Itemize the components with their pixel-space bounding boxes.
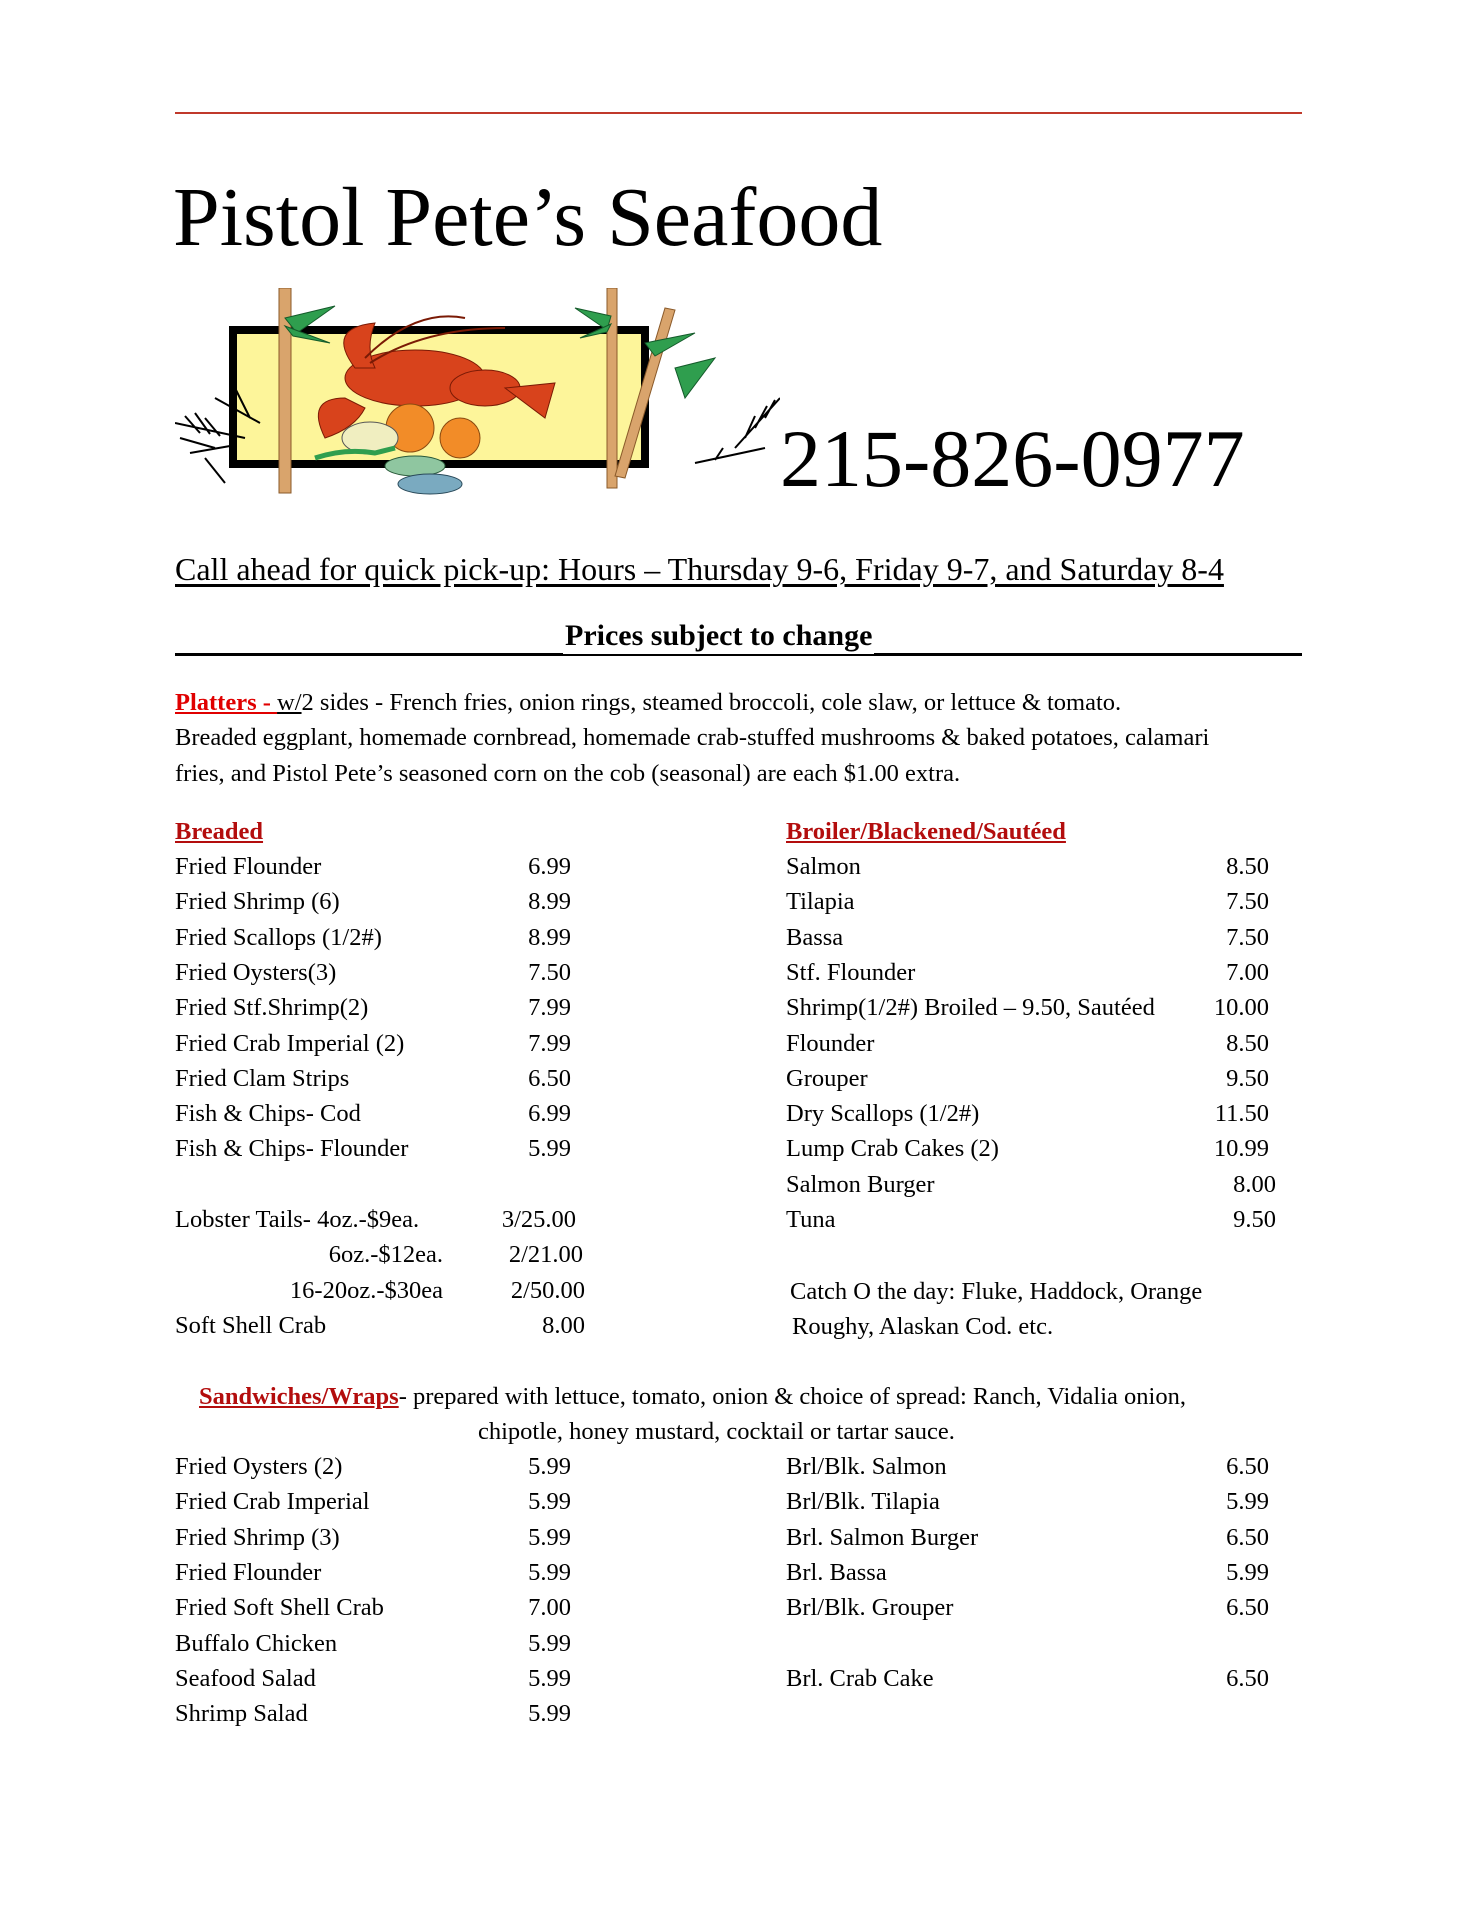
menu-item-row	[175, 1626, 571, 1661]
menu-item-price: 6.99	[528, 1100, 571, 1128]
menu-item-row	[175, 1026, 571, 1061]
menu-item-row	[175, 1273, 585, 1308]
menu-item-name: Fried Shrimp (3)	[175, 1523, 340, 1551]
menu-item-price: 5.99	[1226, 1488, 1269, 1516]
menu-item-price: 5.99	[528, 1453, 571, 1480]
menu-item-name: Brl. Salmon Burger	[786, 1523, 979, 1551]
menu-item-price: 7.99	[528, 1029, 571, 1057]
menu-item-name: Fried Flounder	[175, 1558, 322, 1586]
menu-item-price: 7.50	[1226, 888, 1269, 916]
menu-item-row	[175, 1555, 571, 1590]
menu-item-price: 5.99	[528, 1664, 571, 1692]
menu-item-row	[786, 1661, 1269, 1696]
menu-item-name: Fried Stf.Shrimp(2)	[175, 994, 369, 1022]
menu-item-name: Grouper	[786, 1064, 868, 1092]
menu-item-price: 5.99	[1226, 1558, 1269, 1586]
menu-item-price: 5.99	[528, 1558, 571, 1586]
menu-item-row	[786, 1484, 1269, 1519]
menu-item-row	[175, 920, 571, 955]
menu-item-row	[175, 849, 571, 884]
menu-item-name: Fried Soft Shell Crab	[175, 1594, 384, 1622]
menu-item-price: 8.50	[1226, 853, 1269, 880]
menu-item-name: Brl/Blk. Grouper	[786, 1594, 954, 1622]
menu-item-row	[175, 1237, 585, 1272]
menu-item-name: Shrimp(1/2#) Broiled – 9.50, Sautéed	[786, 994, 1155, 1022]
platters-line-1	[175, 685, 1121, 720]
broiler-heading: Broiler/Blackened/Sautéed	[786, 818, 1066, 845]
sandwiches-heading: Sandwiches/Wraps	[199, 1383, 399, 1410]
menu-item-row	[175, 1590, 571, 1625]
menu-item-price: 5.99	[528, 1488, 571, 1516]
breaded-heading: Breaded	[175, 818, 264, 845]
menu-item-row	[786, 1131, 1276, 1166]
menu-item-row	[175, 1096, 571, 1131]
menu-item-name: Fried Crab Imperial (2)	[175, 1029, 405, 1057]
menu-item-price: 5.99	[528, 1700, 571, 1728]
menu-item-name: Flounder	[786, 1029, 875, 1057]
platters-with: w/	[277, 689, 302, 716]
hours-line: Call ahead for quick pick-up: Hours – Thursday 9-6, Friday 9-7, and Saturday 8-4	[175, 551, 1224, 587]
menu-item-name: Fried Oysters (2)	[175, 1453, 343, 1480]
sandwiches-desc-text: - prepared with lettuce, tomato, onion & choice of spread: Ranch, Vidalia onion,	[398, 1383, 1186, 1410]
sandwiches-desc-line-1	[199, 1379, 1186, 1414]
menu-item-price: 10.99	[1213, 1135, 1269, 1163]
menu-item-name: Buffalo Chicken	[175, 1629, 338, 1657]
menu-item-row	[786, 1202, 1276, 1237]
menu-item-row	[175, 1061, 571, 1096]
menu-item-price: 8.00	[542, 1311, 585, 1339]
menu-item-price: 2/21.00	[508, 1241, 583, 1269]
menu-item-name: Lump Crab Cakes (2)	[786, 1135, 999, 1163]
menu-item-price: 5.99	[528, 1135, 571, 1163]
menu-item-row	[786, 920, 1276, 955]
menu-item-price: 6.50	[528, 1064, 571, 1092]
menu-item-price: 6.50	[1226, 1664, 1269, 1692]
menu-item-price: 5.99	[528, 1629, 571, 1657]
menu-item-row	[786, 884, 1276, 919]
menu-item-row	[786, 849, 1276, 884]
menu-item-name: Bassa	[786, 923, 844, 951]
menu-item-row	[175, 1202, 585, 1237]
menu-item-row	[175, 990, 571, 1025]
restaurant-title: Pistol Pete’s Seafood	[173, 171, 883, 264]
menu-item-row	[786, 1096, 1276, 1131]
menu-item-price: 3/25.00	[501, 1206, 576, 1233]
platters-text-1: 2 sides - French fries, onion rings, steamed broccoli, cole slaw, or lettuce & tomato.	[301, 689, 1122, 716]
prices-notice	[175, 618, 1302, 658]
menu-item-name: Lobster Tails- 4oz.-$9ea.	[175, 1206, 420, 1233]
menu-item-price: 8.99	[528, 923, 571, 951]
menu-item-price: 7.50	[1226, 923, 1269, 951]
menu-item-name: Soft Shell Crab	[175, 1311, 327, 1339]
menu-item-price: 2/50.00	[510, 1276, 585, 1304]
menu-item-name: Fried Scallops (1/2#)	[175, 923, 382, 951]
catch-of-day-line-2: Roughy, Alaskan Cod. etc.	[792, 1313, 1054, 1340]
menu-item-row	[786, 990, 1276, 1025]
menu-item-name: Salmon Burger	[786, 1170, 935, 1198]
menu-item-name: Tilapia	[786, 888, 855, 916]
menu-item-row	[175, 1131, 571, 1166]
menu-item-row	[175, 955, 571, 990]
menu-item-price: 8.50	[1226, 1029, 1269, 1057]
menu-item-price: 10.00	[1213, 994, 1269, 1022]
menu-item-price: 9.50	[1226, 1064, 1269, 1092]
menu-item-row	[786, 1167, 1276, 1202]
menu-item-row	[175, 1449, 571, 1484]
menu-item-price: 11.50	[1214, 1100, 1269, 1128]
menu-item-price: 7.00	[1226, 958, 1269, 986]
menu-item-name: 16-20oz.-$30ea	[289, 1276, 443, 1304]
menu-item-price: 7.00	[528, 1594, 571, 1622]
top-red-rule	[175, 112, 1302, 114]
menu-item-row	[175, 1696, 571, 1731]
menu-item-row	[175, 1520, 571, 1555]
menu-item-row	[786, 1026, 1276, 1061]
menu-item-name: Stf. Flounder	[786, 958, 916, 986]
menu-item-row	[786, 1555, 1269, 1590]
sandwiches-desc-line-2: chipotle, honey mustard, cocktail or tartar sauce.	[478, 1418, 955, 1445]
menu-item-price: 5.99	[528, 1523, 571, 1551]
menu-item-name: Fried Crab Imperial	[175, 1488, 370, 1516]
menu-item-name: Brl/Blk. Tilapia	[786, 1488, 940, 1516]
menu-item-price: 6.50	[1226, 1594, 1269, 1622]
menu-item-name: Seafood Salad	[175, 1664, 316, 1692]
phone-number: 215-826-0977	[780, 413, 1245, 504]
menu-item-price: 6.50	[1226, 1453, 1269, 1480]
menu-item-row	[786, 1520, 1269, 1555]
catch-of-day-line-1: Catch O the day: Fluke, Haddock, Orange	[790, 1278, 1203, 1305]
menu-item-price: 7.99	[528, 994, 571, 1022]
platters-label: Platters -	[175, 689, 278, 716]
menu-item-row	[175, 884, 571, 919]
menu-item-name: Brl/Blk. Salmon	[786, 1453, 947, 1480]
menu-item-row	[786, 1449, 1269, 1484]
prices-notice-text: Prices subject to change	[565, 619, 873, 652]
platters-line-2: Breaded eggplant, homemade cornbread, homemade crab-stuffed mushrooms & baked potatoes, calamari	[175, 724, 1210, 751]
menu-item-name: Fish & Chips- Cod	[175, 1100, 361, 1128]
menu-item-row	[786, 955, 1276, 990]
menu-item-name: Fried Oysters(3)	[175, 958, 337, 986]
menu-item-price: 6.99	[528, 853, 571, 880]
menu-item-price: 8.00	[1233, 1170, 1276, 1198]
menu-item-name: Fish & Chips- Flounder	[175, 1135, 409, 1163]
menu-item-row	[786, 1590, 1269, 1625]
menu-item-name: Tuna	[786, 1206, 836, 1233]
menu-item-price: 6.50	[1226, 1523, 1269, 1551]
menu-item-name: Fried Flounder	[175, 853, 322, 880]
platters-line-3: fries, and Pistol Pete’s seasoned corn on the cob (seasonal) are each $1.00 extra.	[175, 760, 961, 787]
menu-item-row	[175, 1484, 571, 1519]
menu-item-name: Brl. Crab Cake	[786, 1664, 934, 1692]
menu-item-name: Brl. Bassa	[786, 1558, 887, 1586]
menu-item-row	[175, 1661, 571, 1696]
lobster-seafood-clipart-icon	[175, 288, 780, 498]
menu-item-name: Shrimp Salad	[175, 1700, 308, 1728]
menu-item-row	[175, 1308, 585, 1343]
menu-item-name: Dry Scallops (1/2#)	[786, 1100, 980, 1128]
menu-item-row	[786, 1061, 1276, 1096]
menu-item-price: 7.50	[528, 958, 571, 986]
menu-item-name: Fried Clam Strips	[175, 1064, 350, 1092]
menu-item-price: 8.99	[528, 888, 571, 916]
menu-item-name: Fried Shrimp (6)	[175, 888, 340, 916]
menu-item-name: 6oz.-$12ea.	[328, 1241, 443, 1269]
menu-item-name: Salmon	[786, 853, 861, 880]
menu-item-price: 9.50	[1233, 1206, 1276, 1233]
